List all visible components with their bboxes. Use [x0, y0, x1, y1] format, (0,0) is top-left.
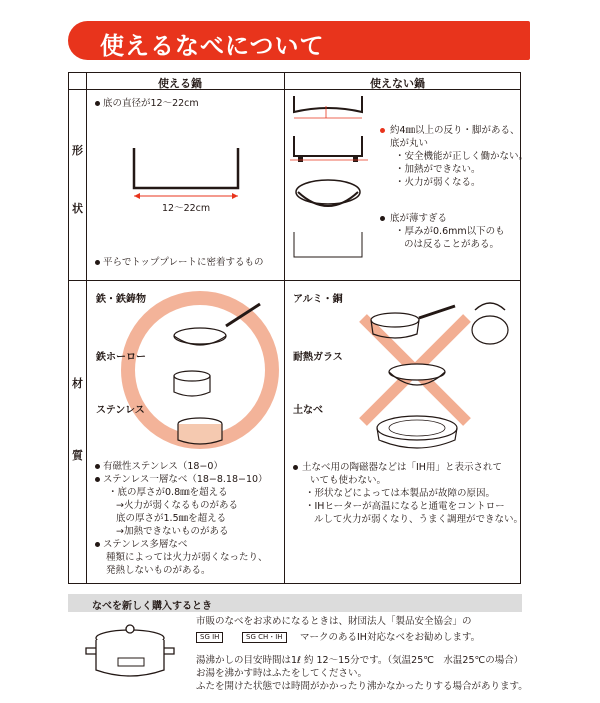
- note-magnetic-stainless: 有磁性ステンレス（18−0）: [103, 461, 223, 472]
- material-label-enamel: 鉄ホーロー: [96, 352, 146, 363]
- note-clay-heat-2: ルして火力が弱くなり、うまく調理ができない。: [314, 514, 524, 525]
- bullet-icon: [95, 464, 100, 469]
- note-thickness-2: 底の厚さが1.5㎜を超える: [116, 513, 227, 524]
- bullet-icon: [95, 542, 100, 547]
- warp-note-1: 約4㎜以上の反り・脚がある、: [390, 125, 520, 136]
- diameter-note: 底の直径が12～22cm: [103, 98, 199, 109]
- thin-bullet-1: ・厚みが0.6mm以下のも: [395, 226, 505, 237]
- note-multilayer: ステンレス多層なべ: [103, 539, 188, 550]
- usable-pots-icon: [170, 296, 280, 456]
- warp-note-2: 底が丸い: [390, 138, 429, 149]
- row-label-shape-1: 形: [72, 144, 83, 157]
- sg-ch-ih-mark: SG CH・IH: [242, 632, 287, 643]
- page-title: 使えるなべについて: [100, 32, 325, 60]
- note-multilayer-detail-2: 発熱しないものがある。: [106, 565, 211, 576]
- note-clay-ih: 土なべ用の陶磁器などは「IH用」と表示されて: [302, 462, 502, 473]
- material-label-aluminum: アルミ・銅: [293, 294, 343, 305]
- note-clay-ih-2: いても使わない。: [310, 475, 387, 486]
- bullet-icon: [293, 465, 298, 470]
- bullet-icon: [95, 101, 100, 106]
- purchase-line-4: お湯を沸かす時はふたをしてください。: [196, 668, 368, 679]
- bullet-icon: [380, 128, 385, 133]
- material-label-glass: 耐熱ガラス: [293, 352, 343, 363]
- pot-with-mark-icon: [80, 618, 180, 693]
- header-usable: 使える鍋: [158, 77, 202, 90]
- warp-bullet-3: ・火力が弱くなる。: [395, 177, 481, 188]
- row-label-material-2: 質: [72, 449, 83, 462]
- warped-pots-icon: [290, 92, 370, 267]
- thin-bullet-2: のは反ることがある。: [404, 239, 500, 250]
- row-label-shape-2: 状: [72, 202, 83, 215]
- bullet-icon: [380, 216, 385, 221]
- sg-ih-mark: SG IH: [196, 632, 223, 643]
- note-clay-breakdown: ・形状などによっては本製品が故障の原因。: [305, 488, 496, 499]
- material-label-iron: 鉄・鉄鋳物: [96, 294, 146, 305]
- flat-note: 平らでトッププレートに密着するもの: [103, 257, 264, 268]
- thin-note: 底が薄すぎる: [390, 213, 448, 224]
- bullet-icon: [95, 477, 100, 482]
- material-label-clay: 土なべ: [293, 405, 323, 416]
- purchase-line-1: 市販のなべをお求めになるときは、財団法人「製品安全協会」の: [196, 616, 472, 627]
- dimension-label: 12～22cm: [162, 203, 211, 214]
- row-label-material-1: 材: [72, 377, 83, 390]
- note-no-heat: →加熱できないものがある: [116, 526, 229, 537]
- warp-bullet-1: ・安全機能が正しく働かない。: [395, 151, 529, 162]
- note-multilayer-detail-1: 種類によっては火力が弱くなったり、: [106, 552, 268, 563]
- purchase-line-2: マークのあるIH対応なべをお勧めします。: [300, 632, 481, 643]
- purchase-section-title: なべを新しく購入するとき: [92, 601, 212, 612]
- purchase-line-5: ふたを開けた状態では時間がかかったり沸かなかったりする場合があります。: [196, 681, 528, 692]
- note-weak-heat: →火力が弱くなるものがある: [116, 500, 238, 511]
- unusable-pots-icon: [365, 290, 515, 465]
- bullet-icon: [95, 260, 100, 265]
- material-label-stainless: ステンレス: [96, 405, 145, 416]
- note-single-layer: ステンレス一層なべ（18−8.18−10）: [103, 474, 268, 485]
- note-thickness-1: ・底の厚さが0.8㎜を超える: [108, 487, 228, 498]
- note-clay-heat-1: ・IHヒーターが高温になると通電をコントロー: [305, 501, 505, 512]
- header-unusable: 使えない鍋: [370, 77, 425, 90]
- warp-bullet-2: ・加熱ができない。: [395, 164, 481, 175]
- purchase-line-3: 湯沸かしの目安時間は1ℓ 約 12～15分です。（気温25℃ 水温25℃の場合）: [196, 655, 524, 666]
